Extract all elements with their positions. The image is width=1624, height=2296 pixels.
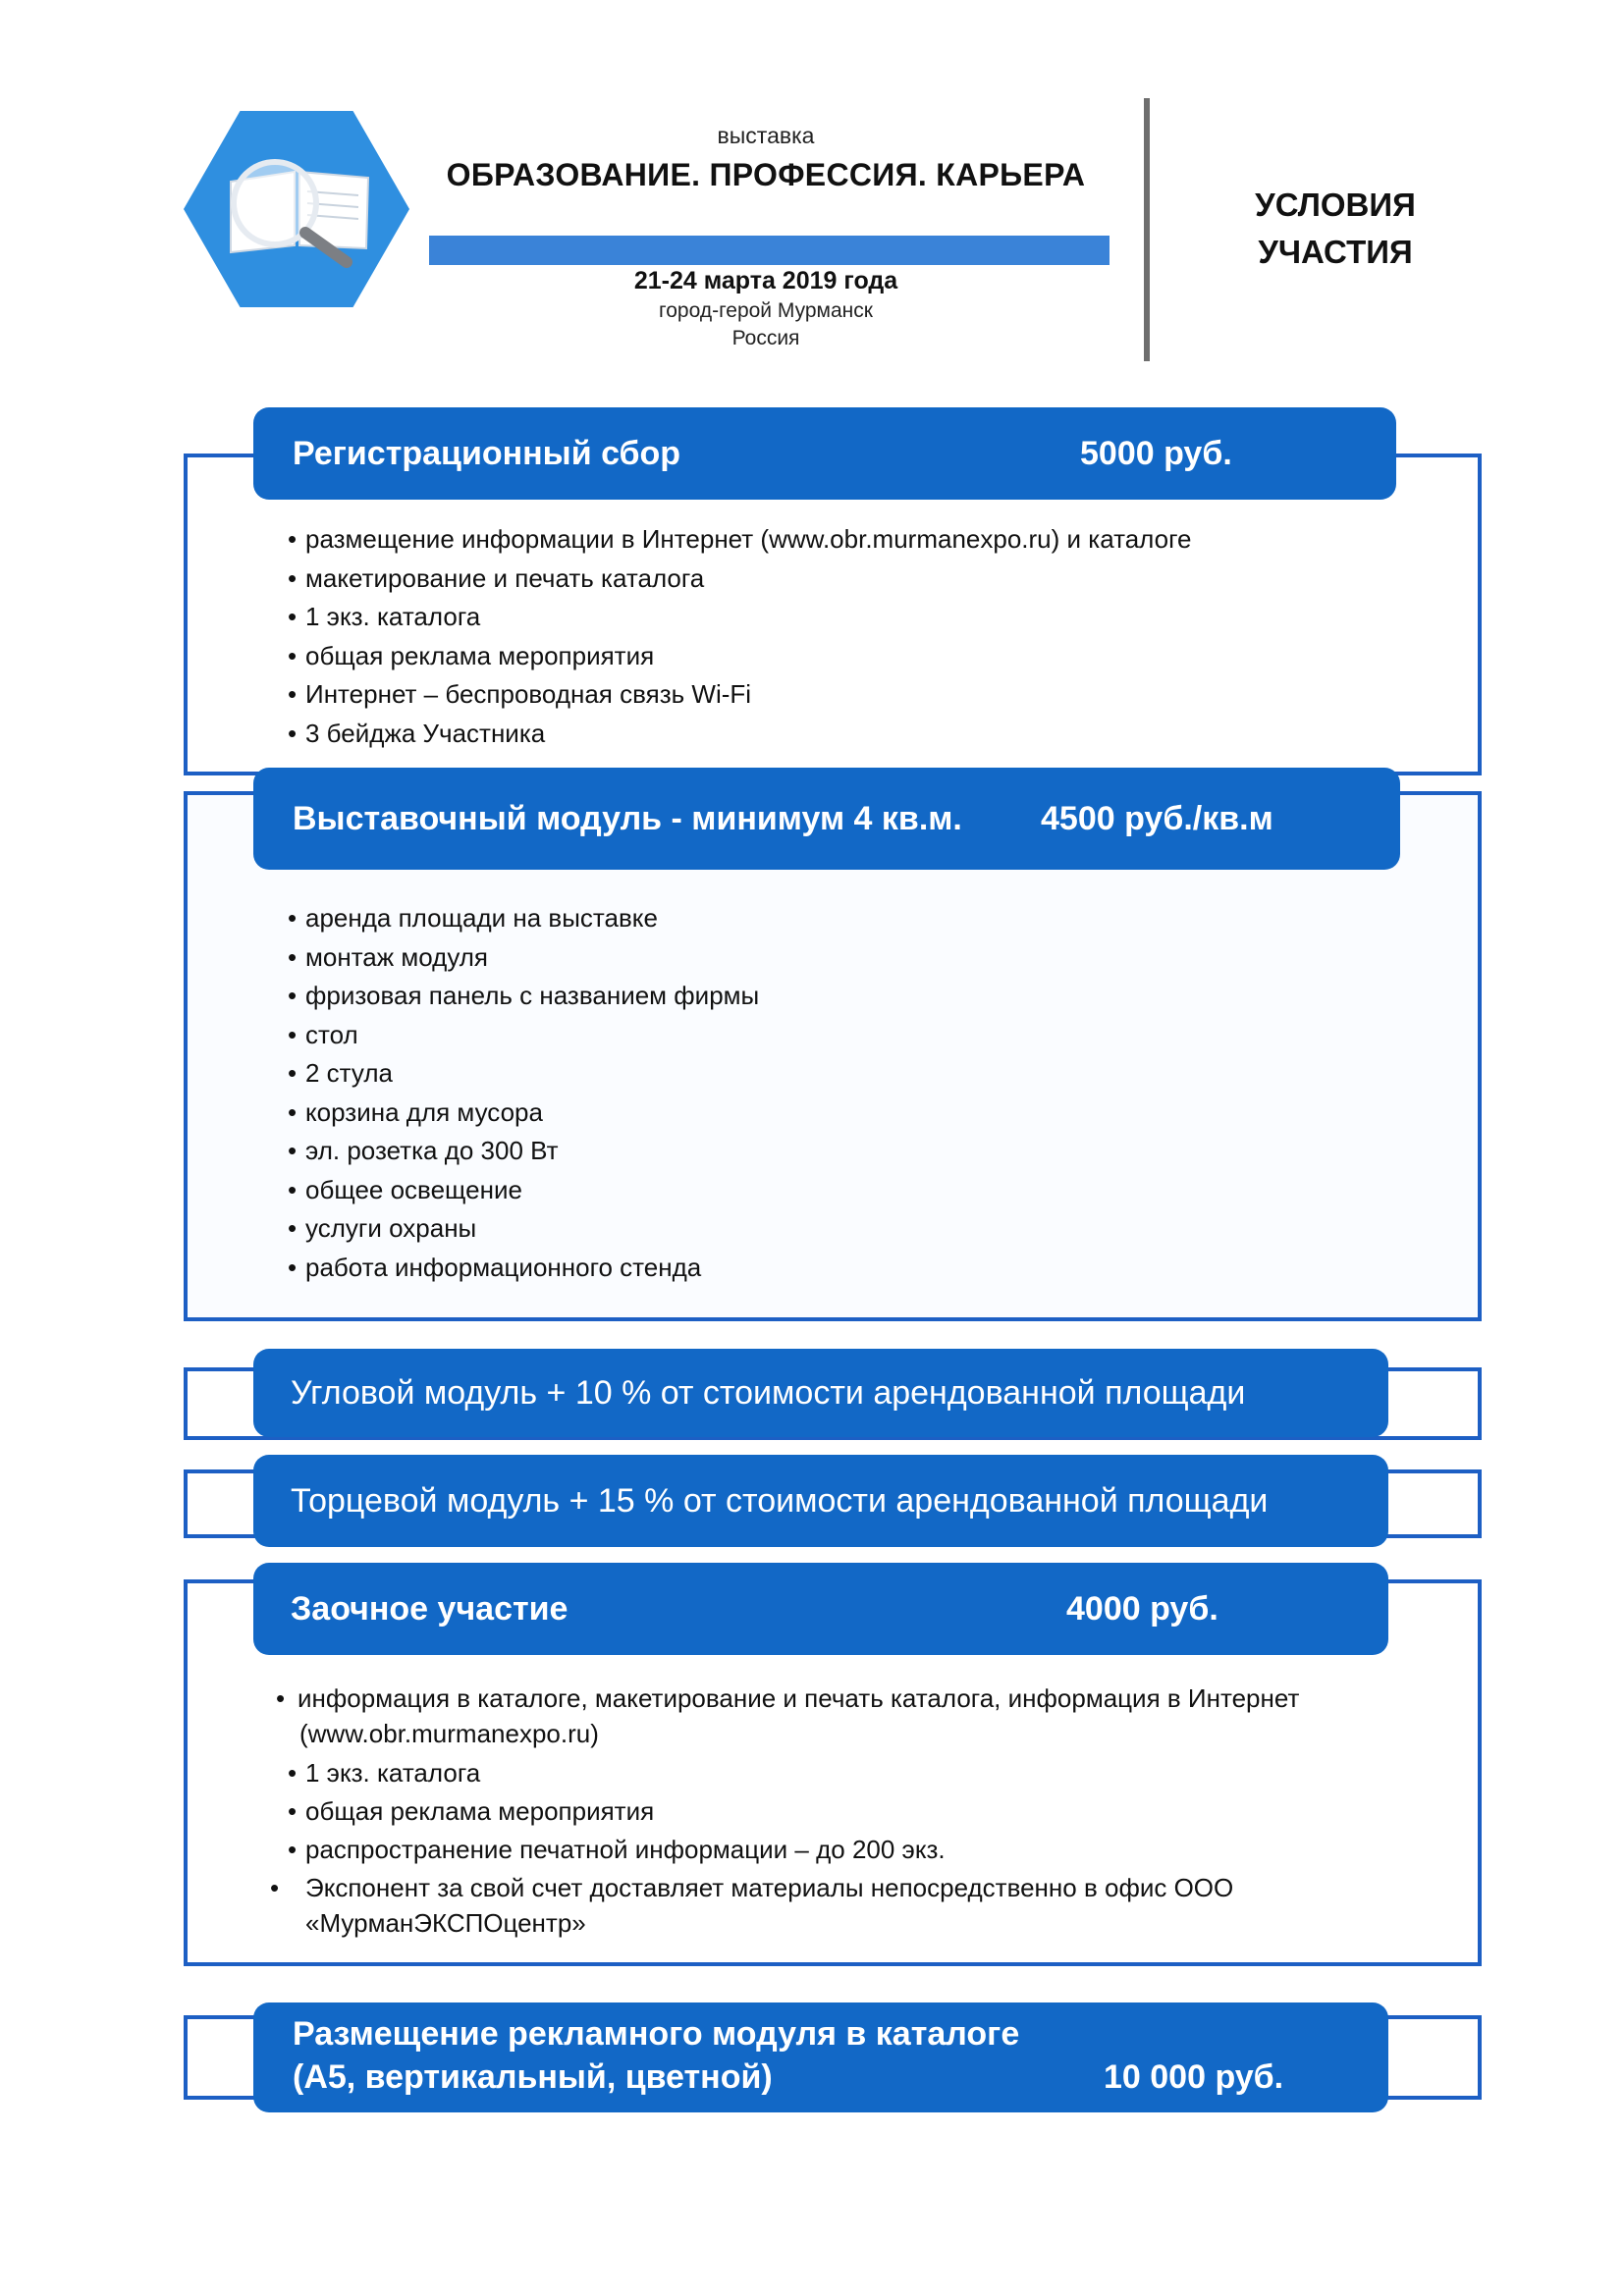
- page-title: [1193, 182, 1478, 276]
- list-item: • общая реклама мероприятия: [288, 1796, 655, 1826]
- list-item: • аренда площади на выставке: [288, 903, 658, 933]
- list-item: • размещение информации в Интернет (www.obr.murmanexpo.ru) и каталоге: [288, 524, 1192, 554]
- ad-header: [253, 2002, 1388, 2112]
- header-accent-bar: [429, 236, 1110, 265]
- list-item: • Экспонент за свой счет доставляет материалы непосредственно в офис ООО «МурманЭКСПОцентр»: [270, 1873, 1234, 1938]
- remote-header: [253, 1563, 1388, 1655]
- list-item: • работа информационного стенда: [288, 1252, 702, 1282]
- registration-price: 5000 руб.: [1080, 434, 1232, 472]
- list-item: • макетирование и печать каталога: [288, 562, 705, 593]
- header-dates-block: [422, 267, 1110, 350]
- remote-label: Заочное участие: [291, 1589, 568, 1628]
- registration-label: Регистрационный сбор: [293, 434, 681, 472]
- list-item: • эл. розетка до 300 Вт: [288, 1136, 559, 1165]
- end-module-header: [253, 1455, 1388, 1547]
- list-item: • общее освещение: [288, 1174, 522, 1204]
- registration-list: [288, 520, 1417, 753]
- list-item: • корзина для мусора: [288, 1096, 543, 1127]
- ad-label: [293, 2012, 1019, 2099]
- module-label: Выставочный модуль - минимум 4 кв.м.: [293, 799, 962, 837]
- list-item: • 2 стула: [288, 1058, 393, 1088]
- list-item: • распространение печатной информации – до 200 экз.: [288, 1835, 946, 1864]
- corner-label: Угловой модуль + 10 % от стоимости арендованной площади: [291, 1373, 1246, 1412]
- exhibition-dates: 21-24 марта 2019 года: [633, 267, 898, 294]
- list-item: • 1 экз. каталога: [288, 1758, 481, 1788]
- header-text: [422, 123, 1110, 193]
- header-divider: [1144, 98, 1150, 361]
- exhibition-logo: [172, 93, 427, 329]
- ad-label-line1: Размещение рекламного модуля в каталоге: [293, 2015, 1020, 2053]
- list-item: • 3 бейджа Участника: [288, 718, 546, 748]
- ad-price: 10 000 руб.: [1104, 2058, 1284, 2096]
- page-title-line2: УЧАСТИЯ: [1258, 234, 1413, 270]
- registration-header: [253, 407, 1396, 500]
- list-item: • Интернет – беспроводная связь Wi-Fi: [288, 679, 752, 709]
- list-item: • услуги охраны: [288, 1213, 477, 1243]
- corner-header: [253, 1349, 1388, 1437]
- list-item: • монтаж модуля: [288, 941, 488, 972]
- list-item: • фризовая панель с названием фирмы: [288, 981, 760, 1010]
- remote-list: [270, 1681, 1309, 1941]
- module-price: 4500 руб./кв.м: [1041, 799, 1273, 837]
- exhibition-country: Россия: [731, 327, 800, 349]
- ad-label-line2: (А5, вертикальный, цветной): [293, 2058, 773, 2096]
- list-item: • стол: [288, 1019, 358, 1049]
- exhibition-label: выставка: [717, 123, 815, 148]
- module-header: [253, 768, 1400, 870]
- page-title-line1: УСЛОВИЯ: [1255, 187, 1416, 223]
- module-list: [288, 899, 1417, 1287]
- book-magnifier-icon: [221, 142, 378, 270]
- list-item: • информация в каталоге, макетирование и печать каталога, информация в Интернет (www.obr.murmanexpo.ru): [276, 1683, 1300, 1748]
- end-module-label: Торцевой модуль + 15 % от стоимости арендованной площади: [291, 1481, 1269, 1520]
- remote-price: 4000 руб.: [1066, 1589, 1218, 1628]
- list-item: • 1 экз. каталога: [288, 602, 481, 631]
- exhibition-city: город-герой Мурманск: [659, 299, 873, 322]
- exhibition-title: ОБРАЗОВАНИЕ. ПРОФЕССИЯ. КАРЬЕРА: [446, 157, 1086, 192]
- list-item: • общая реклама мероприятия: [288, 640, 655, 670]
